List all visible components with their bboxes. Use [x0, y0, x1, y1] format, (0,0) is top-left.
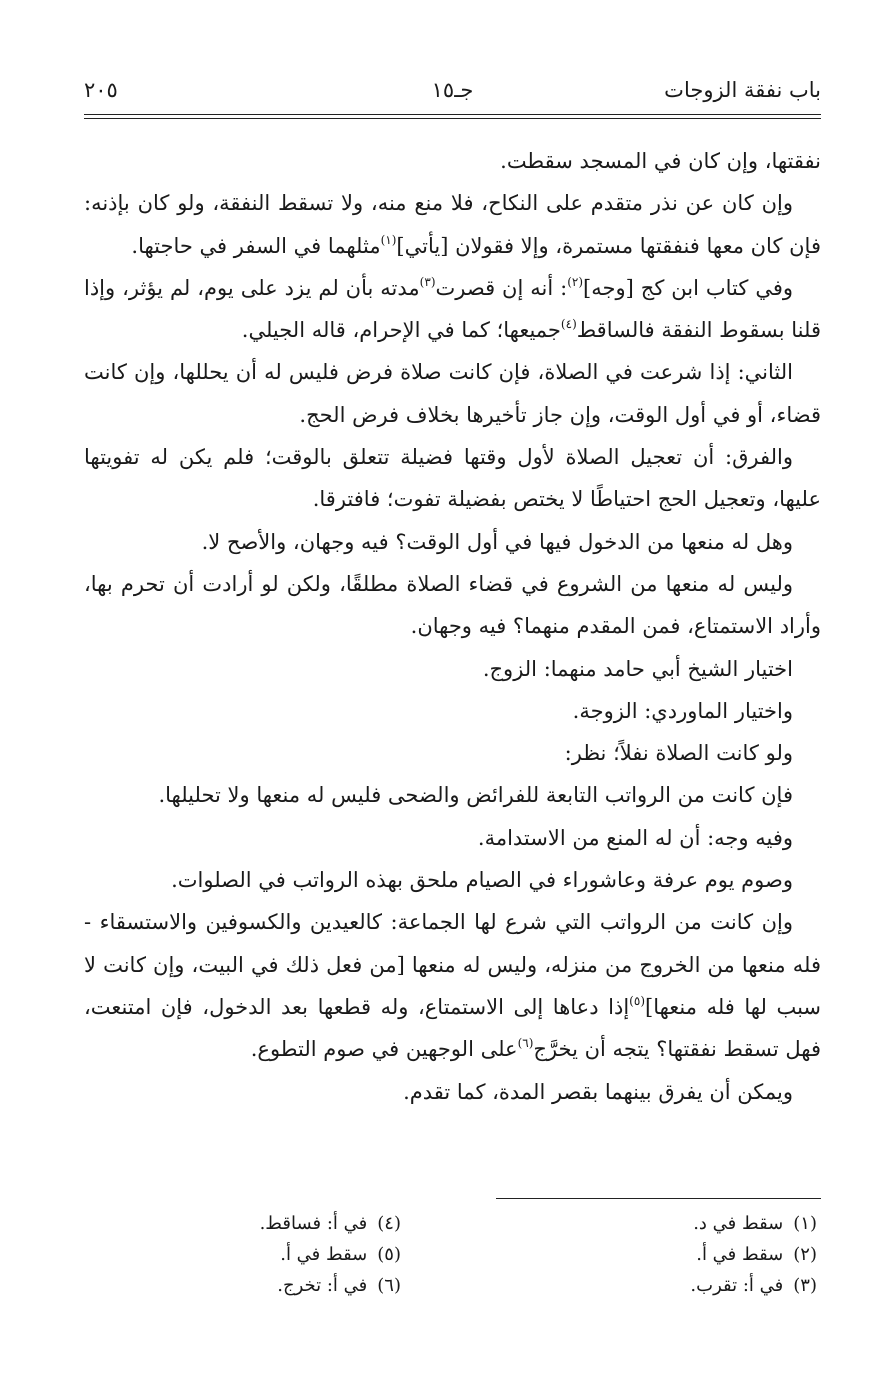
- footnote-item: [517, 1208, 817, 1239]
- footnotes-right-column: [517, 1208, 817, 1301]
- paragraph-text: الثاني: إذا شرعت في الصلاة، فإن كانت صلاة فرض فليس له أن يحللها، وإن كانت قضاء، أو في أول الوقت، وإن جاز تأخيرها بخلاف فرض الحج.: [84, 360, 821, 427]
- footnote-ref[interactable]: (٥): [629, 993, 645, 1008]
- chapter-title: باب نفقة الزوجات: [664, 78, 821, 102]
- paragraph-text: جميعها؛ كما في الإحرام، قاله الجيلي.: [241, 318, 561, 343]
- footnote-item: [101, 1270, 401, 1301]
- footnote-item: [101, 1239, 401, 1270]
- paragraph: [84, 901, 821, 1070]
- paragraph-text: فإن كانت من الرواتب التابعة للفرائض والضحى فليس له منعها ولا تحليلها.: [158, 783, 793, 808]
- paragraph: [84, 267, 821, 352]
- main-text: [84, 140, 821, 1113]
- paragraph-text: والفرق: أن تعجيل الصلاة لأول وقتها فضيلة تتعلق بالوقت؛ فلم يكن له تفويتها عليها، وتعجيل الحج احتياطًا لا يختص بفضيلة تفوت؛ فافترقا.: [84, 445, 821, 512]
- footnote-number: (٤): [377, 1213, 401, 1234]
- footnote-ref[interactable]: (٢): [567, 274, 584, 289]
- footnote-text: في أ: تخرج.: [277, 1275, 368, 1296]
- footnote-number: (٢): [793, 1244, 817, 1265]
- paragraph: [84, 817, 821, 859]
- paragraph: [84, 521, 821, 563]
- paragraph-text: على الوجهين في صوم التطوع.: [250, 1037, 518, 1062]
- paragraph-text: وإن كان عن نذر متقدم على النكاح، فلا منع منه، ولا تسقط النفقة، ولو كان بإذنه: فإن كان معها فنفقتها مستمرة، وإلا فقولان [يأتي]: [84, 191, 821, 258]
- paragraph: [84, 182, 821, 267]
- footnote-text: سقط في أ.: [280, 1244, 368, 1265]
- paragraph-text: : أنه إن قصرت: [435, 275, 568, 300]
- footnote-ref[interactable]: (٦): [517, 1036, 534, 1051]
- paragraph: [84, 1071, 821, 1113]
- header-rule-bottom: [84, 118, 821, 119]
- footnote-ref[interactable]: (١): [380, 232, 397, 247]
- footnote-ref[interactable]: (٣): [419, 274, 436, 289]
- paragraph: [84, 436, 821, 521]
- paragraph: [84, 351, 821, 436]
- footnote-text: في أ: فساقط.: [259, 1213, 368, 1234]
- paragraph: [84, 732, 821, 774]
- footnote-text: سقط في د.: [693, 1213, 784, 1234]
- paragraph-text: وفي كتاب ابن كج [وجه]: [583, 275, 794, 300]
- header-rule-top: [84, 114, 821, 115]
- paragraph-text: إذا دعاها إلى الاستمتاع، وله قطعها بعد الدخول، فإن امتنعت، فهل تسقط نفقتها؟ يتجه أن يخرَّج: [84, 994, 821, 1062]
- paragraph-text: واختيار الماوردي: الزوجة.: [572, 698, 793, 723]
- footnote-text: سقط في أ.: [696, 1244, 784, 1265]
- paragraph: [84, 563, 821, 648]
- footnote-item: [101, 1208, 401, 1239]
- paragraph-text: مثلهما في السفر في حاجتها.: [131, 233, 381, 258]
- footnote-separator: [496, 1198, 821, 1199]
- volume-label: جـ١٥: [431, 78, 474, 102]
- footnote-text: في أ: تقرب.: [690, 1275, 784, 1296]
- paragraph-text: وليس له منعها من الشروع في قضاء الصلاة مطلقًا، ولكن لو أرادت أن تحرم بها، وأراد الاستمتاع، فمن المقدم منهما؟ فيه وجهان.: [84, 571, 821, 639]
- page-number: ٢٠٥: [84, 78, 118, 102]
- paragraph: [84, 774, 821, 816]
- footnote-number: (٦): [377, 1275, 401, 1296]
- footnote-number: (٣): [793, 1275, 817, 1296]
- footnote-number: (١): [793, 1213, 817, 1234]
- footnote-item: [517, 1270, 817, 1301]
- paragraph-text: وهل له منعها من الدخول فيها في أول الوقت؟ فيه وجهان، والأصح لا.: [201, 529, 793, 554]
- paragraph-text: ولو كانت الصلاة نفلاً؛ نظر:: [564, 741, 793, 766]
- footnotes-left-column: [101, 1208, 401, 1301]
- paragraph: [84, 690, 821, 732]
- paragraph-text: نفقتها، وإن كان في المسجد سقطت.: [500, 149, 821, 173]
- footnote-ref[interactable]: (٤): [560, 317, 577, 332]
- paragraph-text: وفيه وجه: أن له المنع من الاستدامة.: [477, 825, 793, 850]
- paragraph: [84, 140, 821, 182]
- paragraph-text: ويمكن أن يفرق بينهما بقصر المدة، كما تقدم.: [403, 1079, 793, 1104]
- paragraph-text: وصوم يوم عرفة وعاشوراء في الصيام ملحق بهذه الرواتب في الصلوات.: [171, 868, 793, 893]
- footnote-number: (٥): [377, 1244, 401, 1265]
- paragraph: [84, 648, 821, 690]
- paragraph-text: اختيار الشيخ أبي حامد منهما: الزوج.: [482, 656, 793, 681]
- paragraph: [84, 859, 821, 901]
- paragraph-text: وإن كانت من الرواتب التي شرع لها الجماعة: كالعيدين والكسوفين والاستسقاء - فله منعها من الخروج من منزله، وليس له منعها [من فعل ذلك في البيت، وإن كانت لا سبب لها فله منعها]: [84, 910, 821, 1019]
- running-header: [84, 78, 821, 108]
- paragraph-text: مدته بأن لم يزد على يوم، لم يؤثر، وإذا قلنا بسقوط النفقة فالساقط: [84, 275, 821, 343]
- footnote-item: [517, 1239, 817, 1270]
